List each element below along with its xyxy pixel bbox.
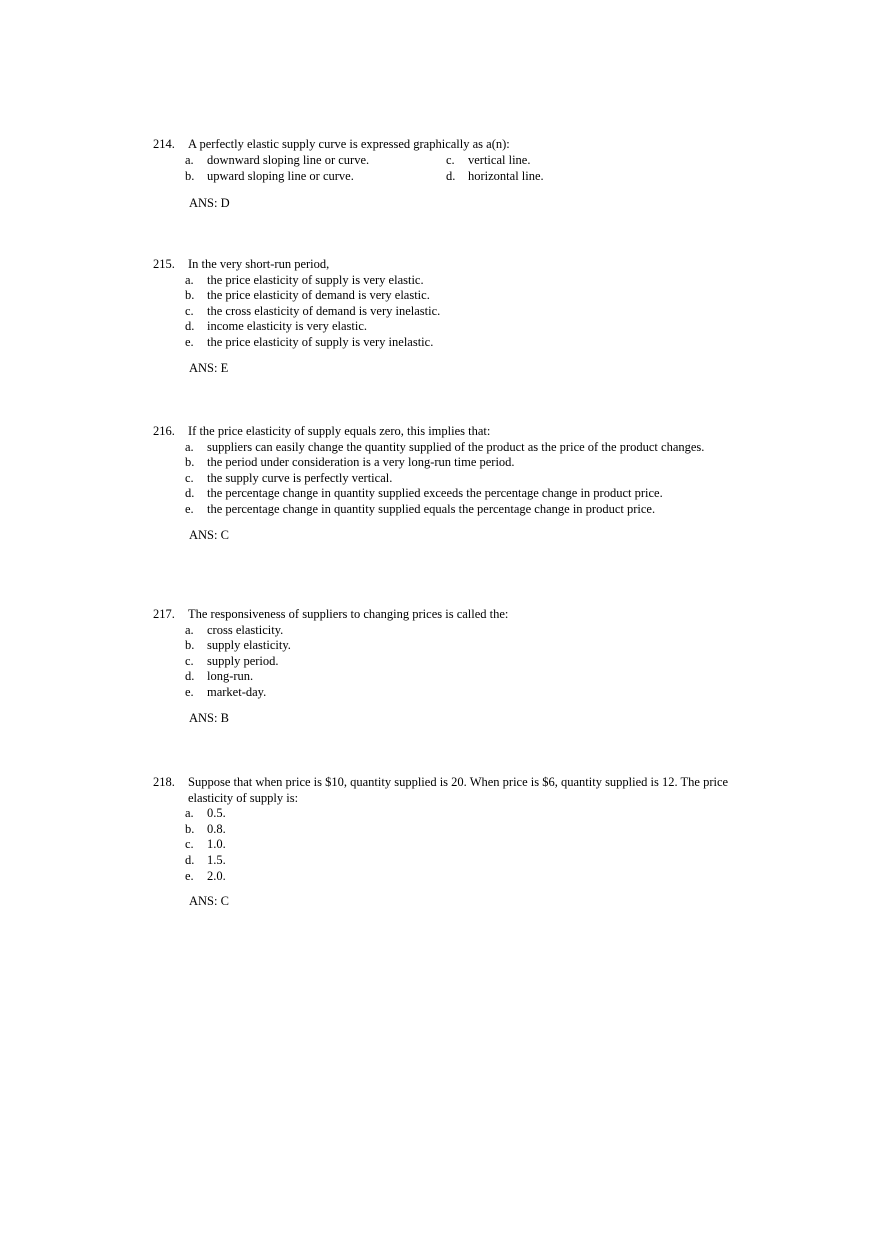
option-c (414, 153, 728, 169)
option-letter: c. (446, 152, 455, 167)
option-text: the price elasticity of supply is very inelastic. (207, 334, 434, 349)
option-a (153, 623, 773, 639)
option-d (153, 669, 773, 685)
question-number: 215. (153, 257, 175, 271)
question-214 (153, 137, 773, 211)
option-text: the price elasticity of demand is very elastic. (207, 288, 430, 303)
option-e (153, 869, 773, 885)
answer-key: ANS: C (189, 527, 229, 542)
answer-key: ANS: B (189, 710, 229, 725)
question-text: In the very short-run period, (188, 257, 330, 271)
option-text: the price elasticity of supply is very elastic. (207, 272, 424, 287)
option-letter: a. (185, 272, 194, 287)
question-text: The responsiveness of suppliers to changing prices is called the: (188, 607, 509, 621)
option-text: market-day. (207, 684, 267, 699)
option-text: the cross elasticity of demand is very inelastic. (207, 303, 441, 318)
option-a (153, 440, 707, 456)
option-text: 0.8. (207, 821, 226, 836)
option-letter: b. (185, 288, 195, 303)
option-text: 0.5. (207, 806, 226, 821)
question-number: 216. (153, 424, 175, 438)
question-217 (153, 607, 773, 726)
question-number: 214. (153, 137, 175, 151)
option-text: upward sloping line or curve. (207, 168, 354, 183)
question-216 (153, 424, 773, 543)
option-letter: c. (185, 303, 194, 318)
option-c (153, 471, 773, 487)
option-letter: e. (185, 501, 194, 516)
option-e (153, 502, 773, 518)
option-c (153, 837, 773, 853)
option-letter: e. (185, 684, 194, 699)
question-218 (153, 775, 773, 910)
option-letter: d. (185, 852, 195, 867)
option-text: cross elasticity. (207, 622, 284, 637)
option-letter: d. (185, 319, 195, 334)
option-d (153, 853, 773, 869)
option-text: horizontal line. (468, 168, 544, 183)
option-text: 1.0. (207, 837, 226, 852)
option-text: supply period. (207, 653, 279, 668)
option-letter: c. (185, 653, 194, 668)
question-text: If the price elasticity of supply equals zero, this implies that: (188, 424, 491, 438)
option-letter: a. (185, 806, 194, 821)
option-b (153, 455, 773, 471)
option-letter: b. (185, 168, 195, 183)
answer-key: ANS: D (189, 195, 230, 210)
question-text: Suppose that when price is $10, quantity supplied is 20. When price is $6, quantity supplied is 12. The price elasticity of supply is: (188, 775, 729, 805)
option-letter: b. (185, 821, 195, 836)
question-stem (153, 137, 773, 153)
option-grid (153, 153, 773, 185)
option-text: supply elasticity. (207, 638, 291, 653)
question-stem (153, 257, 773, 273)
question-number: 217. (153, 607, 175, 621)
option-letter: b. (185, 455, 195, 470)
option-b (153, 638, 773, 654)
option-a (153, 806, 773, 822)
option-text: suppliers can easily change the quantity supplied of the product as the price of the product changes. (207, 439, 705, 454)
option-text: the period under consideration is a very long-run time period. (207, 455, 515, 470)
option-d (153, 319, 773, 335)
option-letter: d. (185, 486, 195, 501)
answer-key: ANS: E (189, 360, 229, 375)
option-text: the percentage change in quantity supplied equals the percentage change in product price. (207, 501, 656, 516)
option-letter: a. (185, 152, 194, 167)
question-number: 218. (153, 775, 175, 789)
question-stem (153, 775, 773, 806)
option-b (153, 822, 773, 838)
answer-key: ANS: C (189, 894, 229, 909)
option-letter: e. (185, 868, 194, 883)
question-stem (153, 424, 773, 440)
option-letter: e. (185, 334, 194, 349)
question-215 (153, 257, 773, 376)
option-c (153, 654, 773, 670)
option-letter: d. (185, 669, 195, 684)
option-letter: c. (185, 470, 194, 485)
option-text: vertical line. (468, 152, 531, 167)
option-text: the percentage change in quantity supplied exceeds the percentage change in product price. (207, 486, 663, 501)
option-letter: a. (185, 439, 194, 454)
option-e (153, 685, 773, 701)
option-text: 1.5. (207, 852, 226, 867)
option-text: downward sloping line or curve. (207, 152, 370, 167)
option-text: the supply curve is perfectly vertical. (207, 470, 393, 485)
option-text: long-run. (207, 669, 254, 684)
option-letter: a. (185, 622, 194, 637)
option-letter: c. (185, 837, 194, 852)
question-text: A perfectly elastic supply curve is expressed graphically as a(n): (188, 137, 510, 151)
option-e (153, 335, 773, 351)
option-text: 2.0. (207, 868, 226, 883)
option-b (153, 288, 773, 304)
option-a (153, 273, 773, 289)
option-d (153, 486, 773, 502)
option-c (153, 304, 773, 320)
question-stem (153, 607, 773, 623)
option-letter: b. (185, 638, 195, 653)
option-letter: d. (446, 168, 456, 183)
option-d (414, 169, 728, 185)
option-text: income elasticity is very elastic. (207, 319, 368, 334)
